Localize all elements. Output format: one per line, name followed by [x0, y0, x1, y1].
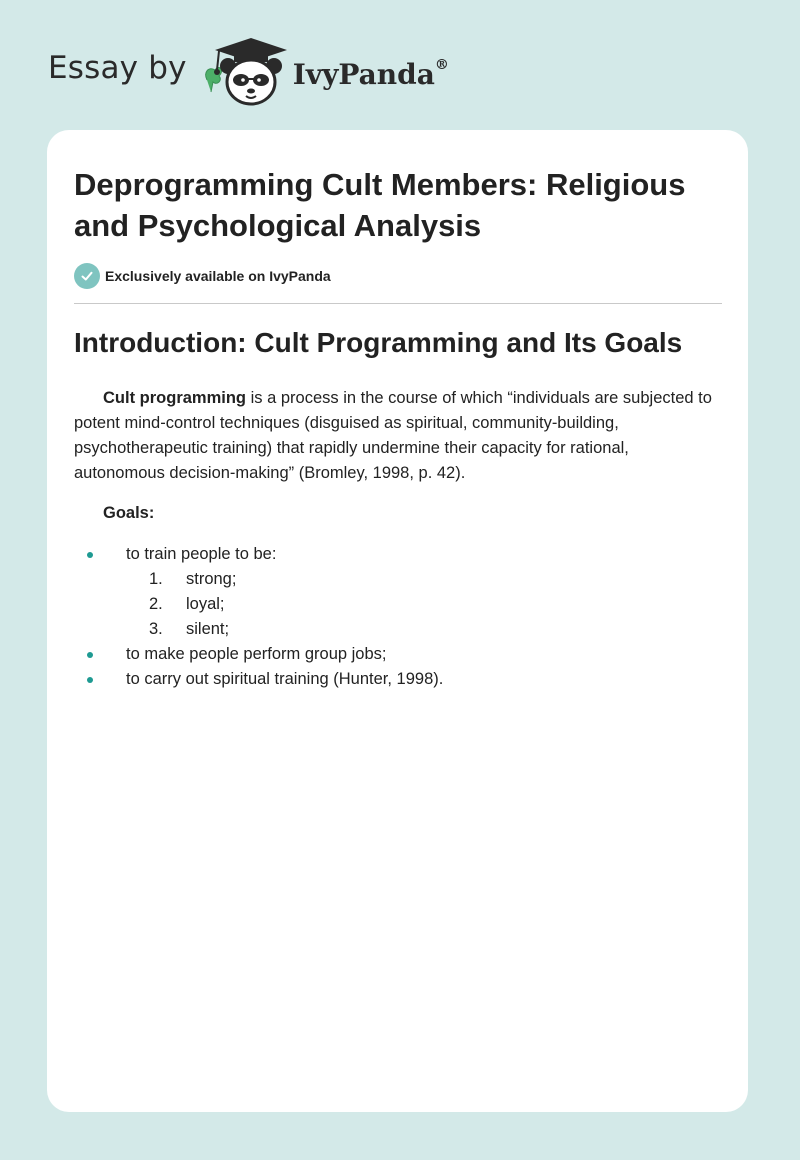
- checkmark-icon: [74, 263, 100, 289]
- intro-text: is a process in the course of which “individuals are subjected to potent mind-control techniques (disguised as spiritual, community-building, psychotherapeutic training) that rapidly undermine their capacity for rational, autonomous decision-making” (Bromley, 1998, p. 42).: [74, 389, 712, 482]
- site-header: [48, 36, 468, 108]
- panda-logo-icon[interactable]: [201, 36, 291, 108]
- bullet-icon: [87, 652, 93, 658]
- brand-name[interactable]: IvyPanda®: [292, 57, 449, 91]
- list-item: to make people perform group jobs;: [87, 642, 707, 667]
- goals-label: Goals:: [103, 504, 155, 522]
- goals-list: [87, 542, 707, 692]
- bullet-icon: [87, 677, 93, 683]
- bullet-icon: [87, 552, 93, 558]
- section-heading: Introduction: Cult Programming and Its Goals: [74, 327, 683, 358]
- sub-list-item: 2. loyal;: [149, 595, 225, 613]
- sub-list-item: 3. silent;: [149, 620, 230, 638]
- divider: [74, 303, 722, 304]
- page-title: Deprogramming Cult Members: Religious and Psychological Analysis: [74, 167, 686, 243]
- intro-paragraph: [74, 386, 722, 486]
- sub-list-item: 1. strong;: [149, 570, 237, 588]
- list-item: to train people to be:: [87, 542, 707, 567]
- exclusive-badge: [74, 263, 331, 289]
- badge-label: Exclusively available on IvyPanda: [105, 268, 331, 284]
- essay-card: [47, 130, 748, 1112]
- list-item: to carry out spiritual training (Hunter, 1998).: [87, 667, 707, 692]
- essay-by-label: Essay by: [48, 50, 187, 86]
- intro-term: Cult programming: [103, 389, 246, 407]
